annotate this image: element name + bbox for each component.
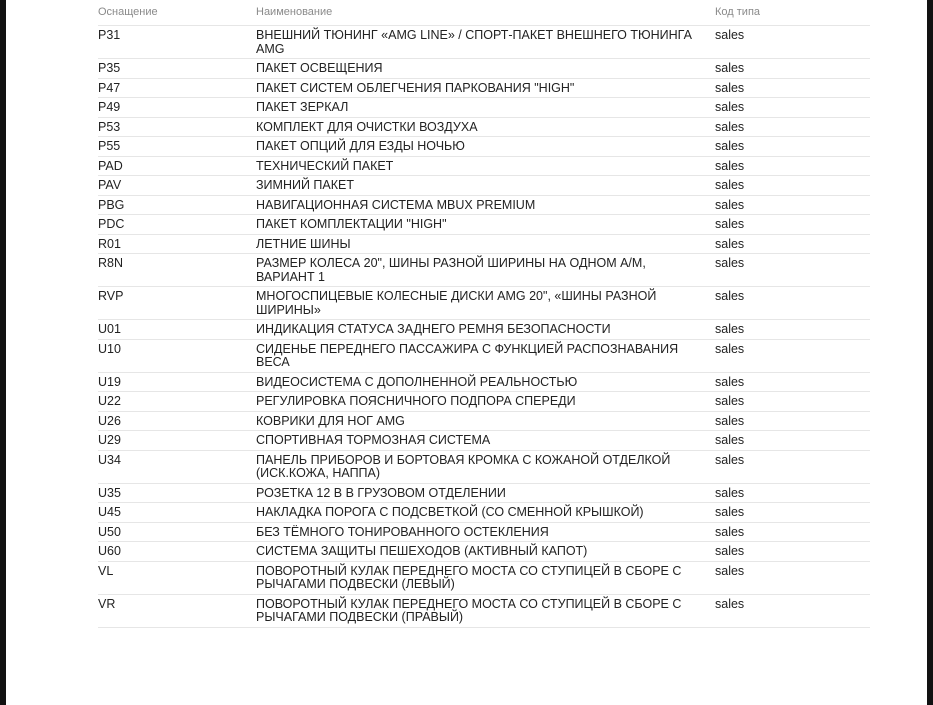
cell-type-code: sales xyxy=(715,320,870,340)
cell-code: U29 xyxy=(98,431,256,451)
table-row xyxy=(98,234,870,254)
table-row xyxy=(98,215,870,235)
table-row xyxy=(98,59,870,79)
cell-name: ИНДИКАЦИЯ СТАТУСА ЗАДНЕГО РЕМНЯ БЕЗОПАСНОСТИ xyxy=(256,320,715,340)
table-row xyxy=(98,26,870,59)
cell-name: СПОРТИВНАЯ ТОРМОЗНАЯ СИСТЕМА xyxy=(256,431,715,451)
cell-type-code: sales xyxy=(715,234,870,254)
cell-type-code: sales xyxy=(715,542,870,562)
cell-type-code: sales xyxy=(715,503,870,523)
cell-code: VL xyxy=(98,561,256,594)
cell-type-code: sales xyxy=(715,372,870,392)
table-row xyxy=(98,156,870,176)
table-row xyxy=(98,339,870,372)
cell-name: РОЗЕТКА 12 В В ГРУЗОВОМ ОТДЕЛЕНИИ xyxy=(256,483,715,503)
cell-name: НАВИГАЦИОННАЯ СИСТЕМА MBUX PREMIUM xyxy=(256,195,715,215)
cell-name: ВИДЕОСИСТЕМА С ДОПОЛНЕННОЙ РЕАЛЬНОСТЬЮ xyxy=(256,372,715,392)
cell-name: ПОВОРОТНЫЙ КУЛАК ПЕРЕДНЕГО МОСТА СО СТУПИЦЕЙ В СБОРЕ С РЫЧАГАМИ ПОДВЕСКИ (ПРАВЫЙ) xyxy=(256,594,715,627)
header-row xyxy=(98,4,870,26)
cell-type-code: sales xyxy=(715,215,870,235)
cell-name: ПАКЕТ ЗЕРКАЛ xyxy=(256,98,715,118)
cell-code: P55 xyxy=(98,137,256,157)
header-name: Наименование xyxy=(256,4,715,26)
cell-type-code: sales xyxy=(715,195,870,215)
table-row xyxy=(98,594,870,627)
table-row xyxy=(98,411,870,431)
cell-name: ТЕХНИЧЕСКИЙ ПАКЕТ xyxy=(256,156,715,176)
cell-name: ПАКЕТ ОПЦИЙ ДЛЯ ЕЗДЫ НОЧЬЮ xyxy=(256,137,715,157)
cell-name: ПАКЕТ ОСВЕЩЕНИЯ xyxy=(256,59,715,79)
cell-code: P47 xyxy=(98,78,256,98)
cell-code: U35 xyxy=(98,483,256,503)
cell-name: ПАНЕЛЬ ПРИБОРОВ И БОРТОВАЯ КРОМКА С КОЖАНОЙ ОТДЕЛКОЙ (ИСК.КОЖА, НАППА) xyxy=(256,450,715,483)
table-row xyxy=(98,542,870,562)
table-row xyxy=(98,287,870,320)
header-type-code: Код типа xyxy=(715,4,870,26)
table-row xyxy=(98,431,870,451)
cell-type-code: sales xyxy=(715,59,870,79)
cell-code: U50 xyxy=(98,522,256,542)
cell-name: БЕЗ ТЁМНОГО ТОНИРОВАННОГО ОСТЕКЛЕНИЯ xyxy=(256,522,715,542)
cell-code: U10 xyxy=(98,339,256,372)
cell-code: RVP xyxy=(98,287,256,320)
cell-code: R01 xyxy=(98,234,256,254)
cell-name: ВНЕШНИЙ ТЮНИНГ «AMG LINE» / СПОРТ-ПАКЕТ ВНЕШНЕГО ТЮНИНГА AMG xyxy=(256,26,715,59)
cell-code: U01 xyxy=(98,320,256,340)
cell-code: P53 xyxy=(98,117,256,137)
cell-code: U19 xyxy=(98,372,256,392)
cell-type-code: sales xyxy=(715,483,870,503)
cell-code: PAV xyxy=(98,176,256,196)
header-equipment: Оснащение xyxy=(98,4,256,26)
cell-type-code: sales xyxy=(715,287,870,320)
cell-type-code: sales xyxy=(715,594,870,627)
cell-code: PAD xyxy=(98,156,256,176)
cell-code: U60 xyxy=(98,542,256,562)
table-row xyxy=(98,522,870,542)
table-row xyxy=(98,503,870,523)
cell-name: ЛЕТНИЕ ШИНЫ xyxy=(256,234,715,254)
table-row xyxy=(98,117,870,137)
cell-code: PBG xyxy=(98,195,256,215)
cell-type-code: sales xyxy=(715,411,870,431)
cell-name: МНОГОСПИЦЕВЫЕ КОЛЕСНЫЕ ДИСКИ AMG 20", «ШИНЫ РАЗНОЙ ШИРИНЫ» xyxy=(256,287,715,320)
table-row xyxy=(98,561,870,594)
cell-code: P31 xyxy=(98,26,256,59)
cell-type-code: sales xyxy=(715,156,870,176)
cell-name: ПОВОРОТНЫЙ КУЛАК ПЕРЕДНЕГО МОСТА СО СТУПИЦЕЙ В СБОРЕ С РЫЧАГАМИ ПОДВЕСКИ (ЛЕВЫЙ) xyxy=(256,561,715,594)
cell-type-code: sales xyxy=(715,561,870,594)
cell-type-code: sales xyxy=(715,78,870,98)
cell-type-code: sales xyxy=(715,137,870,157)
table-row xyxy=(98,98,870,118)
table-row xyxy=(98,176,870,196)
cell-code: R8N xyxy=(98,254,256,287)
cell-name: НАКЛАДКА ПОРОГА С ПОДСВЕТКОЙ (СО СМЕННОЙ КРЫШКОЙ) xyxy=(256,503,715,523)
cell-code: P49 xyxy=(98,98,256,118)
cell-name: РЕГУЛИРОВКА ПОЯСНИЧНОГО ПОДПОРА СПЕРЕДИ xyxy=(256,392,715,412)
cell-type-code: sales xyxy=(715,392,870,412)
cell-name: ПАКЕТ КОМПЛЕКТАЦИИ "HIGH" xyxy=(256,215,715,235)
cell-code: PDC xyxy=(98,215,256,235)
cell-name: КОМПЛЕКТ ДЛЯ ОЧИСТКИ ВОЗДУХА xyxy=(256,117,715,137)
cell-name: ЗИМНИЙ ПАКЕТ xyxy=(256,176,715,196)
equipment-table xyxy=(98,4,870,628)
cell-code: P35 xyxy=(98,59,256,79)
cell-type-code: sales xyxy=(715,450,870,483)
cell-type-code: sales xyxy=(715,431,870,451)
cell-name: РАЗМЕР КОЛЕСА 20", ШИНЫ РАЗНОЙ ШИРИНЫ НА ОДНОМ А/М, ВАРИАНТ 1 xyxy=(256,254,715,287)
cell-type-code: sales xyxy=(715,339,870,372)
table-header xyxy=(98,4,870,26)
table-body xyxy=(98,26,870,628)
cell-code: VR xyxy=(98,594,256,627)
cell-code: U22 xyxy=(98,392,256,412)
cell-code: U45 xyxy=(98,503,256,523)
table-row xyxy=(98,483,870,503)
table-row xyxy=(98,372,870,392)
table-row xyxy=(98,137,870,157)
table-row xyxy=(98,320,870,340)
cell-name: СИДЕНЬЕ ПЕРЕДНЕГО ПАССАЖИРА С ФУНКЦИЕЙ РАСПОЗНАВАНИЯ ВЕСА xyxy=(256,339,715,372)
table-row xyxy=(98,195,870,215)
cell-name: СИСТЕМА ЗАЩИТЫ ПЕШЕХОДОВ (АКТИВНЫЙ КАПОТ) xyxy=(256,542,715,562)
document-page xyxy=(6,0,927,705)
cell-code: U26 xyxy=(98,411,256,431)
table-row xyxy=(98,78,870,98)
cell-type-code: sales xyxy=(715,117,870,137)
cell-type-code: sales xyxy=(715,98,870,118)
table-row xyxy=(98,392,870,412)
table-row xyxy=(98,254,870,287)
cell-type-code: sales xyxy=(715,176,870,196)
cell-type-code: sales xyxy=(715,522,870,542)
cell-type-code: sales xyxy=(715,254,870,287)
cell-type-code: sales xyxy=(715,26,870,59)
cell-name: ПАКЕТ СИСТЕМ ОБЛЕГЧЕНИЯ ПАРКОВАНИЯ "HIGH" xyxy=(256,78,715,98)
table-row xyxy=(98,450,870,483)
cell-name: КОВРИКИ ДЛЯ НОГ AMG xyxy=(256,411,715,431)
cell-code: U34 xyxy=(98,450,256,483)
